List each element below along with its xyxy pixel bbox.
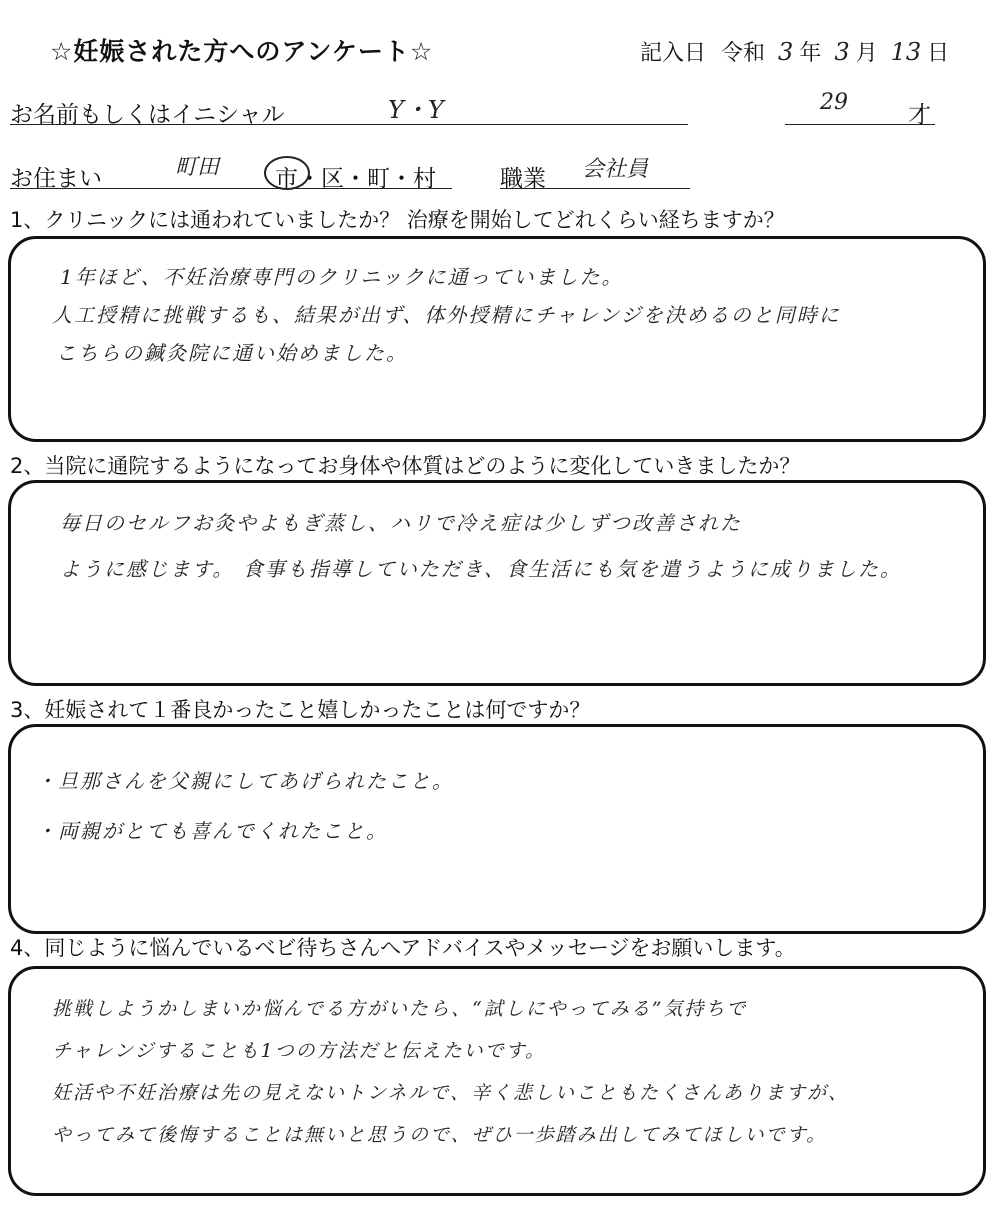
name-underline bbox=[10, 124, 688, 125]
date-day-unit: 日 bbox=[927, 41, 950, 66]
municipality-option-ward: 区 bbox=[321, 166, 344, 192]
question-2: 2、当院に通院するようになってお身体や体質はどのように変化していきましたか？ bbox=[10, 454, 801, 478]
answer-4-line: 妊活や不妊治療は先の見えないトンネルで、辛く悲しいこともたくさんありますが、 bbox=[52, 1082, 850, 1104]
answer-1 bbox=[52, 258, 841, 372]
question-3: 3、妊娠されて１番良かったこと嬉しかったことは何ですか？ bbox=[10, 698, 591, 722]
job-label: 職業 bbox=[500, 166, 546, 192]
answer-4-line: チャレンジすることも1つの方法だと伝えたいです。 bbox=[52, 1040, 547, 1062]
date-month-unit: 月 bbox=[855, 41, 878, 66]
answer-1-line: 1年ほど、不妊治療専門のクリニックに通っていました。 bbox=[60, 265, 624, 289]
survey-title: ☆妊娠された方へのアンケート☆ bbox=[50, 37, 434, 66]
municipality-option-village: 村 bbox=[413, 166, 436, 192]
date-era: 令和 bbox=[721, 41, 766, 66]
municipality-option-town: 町 bbox=[367, 166, 390, 192]
answer-3-line: ・両親がとても喜んでくれたこと。 bbox=[36, 819, 388, 843]
answer-2-line: 毎日のセルフお灸やよもぎ蒸し、ハリで冷え症は少しずつ改善された bbox=[60, 511, 742, 535]
question-1: 1、クリニックには通われていましたか？ 治療を開始してどれくらい経ちますか？ bbox=[10, 208, 785, 232]
name-value: Y・Y bbox=[388, 96, 444, 124]
answer-2-line: ように感じます。 食事も指導していただき、食生活にも気を遣うように成りました。 bbox=[60, 557, 902, 581]
date-month: 3 bbox=[834, 38, 850, 66]
answer-3-line: ・旦那さんを父親にしてあげられたこと。 bbox=[36, 769, 454, 793]
date-year-unit: 年 bbox=[799, 41, 822, 66]
entry-date bbox=[640, 36, 949, 67]
answer-1-line: 人工授精に挑戦するも、結果が出ず、体外授精にチャレンジを決めるのと同時に bbox=[52, 303, 841, 327]
address-underline bbox=[10, 188, 452, 189]
job-underline bbox=[500, 188, 690, 189]
option-separator: ・ bbox=[344, 166, 367, 192]
question-4: 4、同じように悩んでいるベビ待ちさんへアドバイスやメッセージをお願いします。 bbox=[10, 936, 796, 960]
address-value: 町田 bbox=[175, 155, 220, 180]
age-value: 29 bbox=[820, 90, 848, 115]
answer-3 bbox=[36, 756, 454, 856]
date-year: 3 bbox=[778, 38, 794, 66]
option-separator: ・ bbox=[298, 166, 321, 192]
answer-1-line: こちらの鍼灸院に通い始めました。 bbox=[56, 341, 408, 365]
selected-circle bbox=[264, 156, 310, 190]
answer-4-line: 挑戦しようかしまいか悩んでる方がいたら、“試しにやってみる”気持ちで bbox=[52, 998, 748, 1020]
municipality-option-city: 市 bbox=[275, 160, 298, 193]
date-label: 記入日 bbox=[640, 41, 707, 66]
name-label: お名前もしくはイニシャル bbox=[10, 102, 285, 128]
answer-4 bbox=[52, 988, 849, 1156]
date-day: 13 bbox=[890, 38, 922, 66]
answer-4-line: やってみて後悔することは無いと思うので、ぜひ一歩踏み出してみてほしいです。 bbox=[52, 1124, 828, 1146]
answer-2 bbox=[60, 500, 902, 592]
option-separator: ・ bbox=[390, 166, 413, 192]
address-label: お住まい bbox=[10, 166, 102, 192]
age-underline bbox=[785, 124, 935, 125]
age-unit: 才 bbox=[908, 102, 931, 128]
job-value: 会社員 bbox=[582, 157, 649, 182]
